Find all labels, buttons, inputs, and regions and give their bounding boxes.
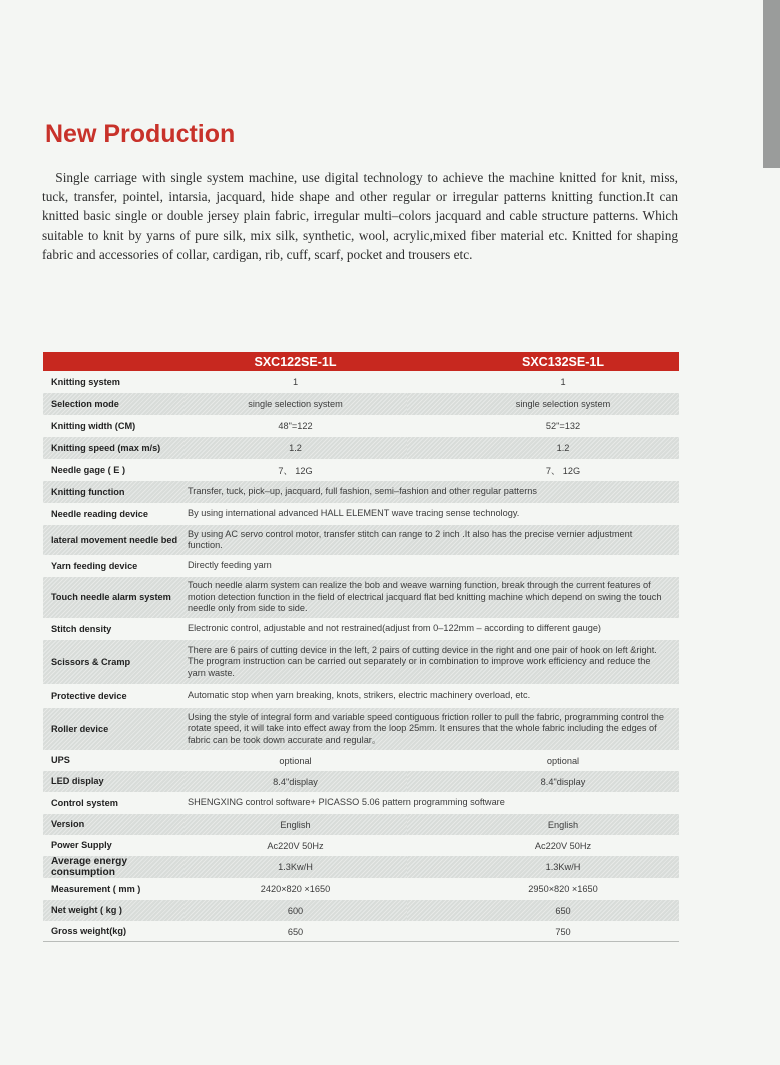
side-tab (763, 0, 780, 168)
table-row (43, 792, 679, 814)
model-2-value: 1 (560, 377, 566, 387)
model-2-value: single selection system (407, 393, 679, 415)
table-row (43, 640, 679, 684)
model-2-value: 650 (407, 900, 679, 921)
model-header-1: SXC122SE-1L (184, 352, 407, 371)
model-1-value: 7、 12G (278, 466, 313, 476)
row-label: Knitting system (51, 376, 120, 387)
table-row (43, 415, 679, 437)
row-description: Automatic stop when yarn breaking, knots, strikers, electric machinery overload, etc. (188, 690, 531, 701)
row-label: Control system (51, 797, 118, 808)
table-row (43, 900, 679, 921)
model-2-value: 8.4"display (407, 771, 679, 792)
table-row (43, 481, 679, 503)
intro-paragraph: Single carriage with single system machine, use digital technology to achieve the machine knitted for knit, miss, tuck, transfer, pointel, intarsia, jacquard, hide shape and other regular or irregular patterns knitting function.It can knitted basic single or double jersey plain fabric, irregular multi–colors jacquard and cable structure patterns. Which suitable to knit by yarns of pure silk, mix silk, synthetic, wool, acrylic,mixed fiber material etc. Knitted for shaping fabric and accessories of collar, cardigan, rib, cuff, scarf, pocket and trousers etc. (42, 170, 678, 262)
row-description: Using the style of integral form and variable speed contiguous friction roller to pull the fabric, programming control the rotate speed, it will take into effect away from the loop 25mm. It ensures that the whole fabric including the edges of fabric can be took down accurate and regular。 (184, 708, 679, 750)
table-row (43, 878, 679, 900)
table-row (43, 525, 679, 555)
row-label: lateral movement needle bed (43, 525, 184, 555)
row-label: Version (43, 814, 184, 835)
model-1-value: 600 (184, 900, 407, 921)
row-label: Protective device (51, 690, 127, 701)
row-description: Touch needle alarm system can realize the bob and weave warning function, break through the current features of motion detection function in the field of electrical jacquard flat bed knitting machine which depend on swing the touch needle only from side to side. (184, 577, 679, 618)
spec-table-header (43, 352, 679, 371)
table-row (43, 437, 679, 459)
row-label: Knitting width (CM) (51, 420, 136, 431)
row-label: Touch needle alarm system (43, 577, 184, 618)
row-description: SHENGXING control software+ PICASSO 5.06 pattern programming software (188, 797, 505, 808)
row-label: Knitting function (43, 481, 184, 503)
table-row (43, 393, 679, 415)
table-row (43, 708, 679, 750)
table-row (43, 921, 679, 942)
table-row (43, 835, 679, 856)
row-description: Directly feeding yarn (188, 560, 272, 571)
model-1-value: 1.2 (184, 437, 407, 459)
model-1-value: English (184, 814, 407, 835)
model-header-2: SXC132SE-1L (407, 352, 679, 371)
model-1-value: 8.4"display (184, 771, 407, 792)
spec-table (43, 352, 679, 942)
model-2-value: 7、 12G (545, 466, 581, 476)
table-row (43, 503, 679, 525)
table-row (43, 555, 679, 577)
table-row (43, 371, 679, 393)
row-label: Needle reading device (51, 508, 149, 519)
row-label: Selection mode (43, 393, 184, 415)
model-1-value: single selection system (184, 393, 407, 415)
row-label: LED display (43, 771, 184, 792)
row-label: Yarn feeding device (51, 560, 138, 571)
model-1-value: 1.3Kw/H (184, 856, 407, 878)
model-2-value: 1.2 (407, 437, 679, 459)
model-2-value: English (407, 814, 679, 835)
table-row (43, 684, 679, 708)
table-row (43, 814, 679, 835)
row-label: Knitting speed (max m/s) (43, 437, 184, 459)
row-label: Average energy consumption (43, 856, 184, 878)
table-row (43, 577, 679, 618)
row-description: By using AC servo control motor, transfer stitch can range to 2 inch .It also has the precise vernier adjustment function. (184, 525, 679, 555)
row-label: UPS (51, 755, 70, 765)
row-label: Gross weight(kg) (51, 926, 127, 936)
model-1-value: 650 (287, 926, 304, 937)
table-bottom-rule (43, 941, 679, 942)
header-blank (43, 352, 184, 371)
row-description: By using international advanced HALL ELEMENT wave tracing sense technology. (188, 508, 520, 519)
row-label: Power Supply (51, 840, 112, 850)
model-2-value: optional (546, 755, 580, 766)
model-2-value: 1.3Kw/H (407, 856, 679, 878)
row-label: Scissors & Cramp (43, 640, 184, 684)
model-1-value: 48"=122 (278, 421, 313, 431)
model-2-value: 750 (555, 926, 571, 937)
model-1-value: 1 (292, 377, 299, 387)
row-label: Net weight ( kg ) (43, 900, 184, 921)
model-1-value: 2420×820 ×1650 (260, 884, 331, 894)
table-row (43, 856, 679, 878)
row-label: Needle gage ( E ) (51, 464, 126, 475)
row-description: There are 6 pairs of cutting device in the left, 2 pairs of cutting device in the right and one pair of hook on left &right. The program instruction can be carried out separately or in combination to improve work efficiency and reduce the yarn waste. (184, 640, 679, 684)
model-2-value: 2950×820 ×1650 (528, 884, 598, 894)
row-label: Stitch density (51, 623, 112, 634)
row-description: Electronic control, adjustable and not restrained(adjust from 0–122mm – according to different gauge) (188, 623, 601, 634)
table-row (43, 750, 679, 771)
table-row (43, 771, 679, 792)
model-1-value: optional (279, 755, 312, 766)
model-1-value: Ac220V 50Hz (267, 840, 324, 851)
row-label: Roller device (43, 708, 184, 750)
table-row (43, 618, 679, 640)
page-title: New Production (45, 120, 236, 148)
row-description: Transfer, tuck, pick–up, jacquard, full fashion, semi–fashion and other regular patterns (184, 481, 679, 503)
model-2-value: 52"=132 (545, 421, 581, 431)
table-row (43, 459, 679, 481)
model-2-value: Ac220V 50Hz (534, 840, 592, 851)
row-label: Measurement ( mm ) (51, 883, 141, 894)
